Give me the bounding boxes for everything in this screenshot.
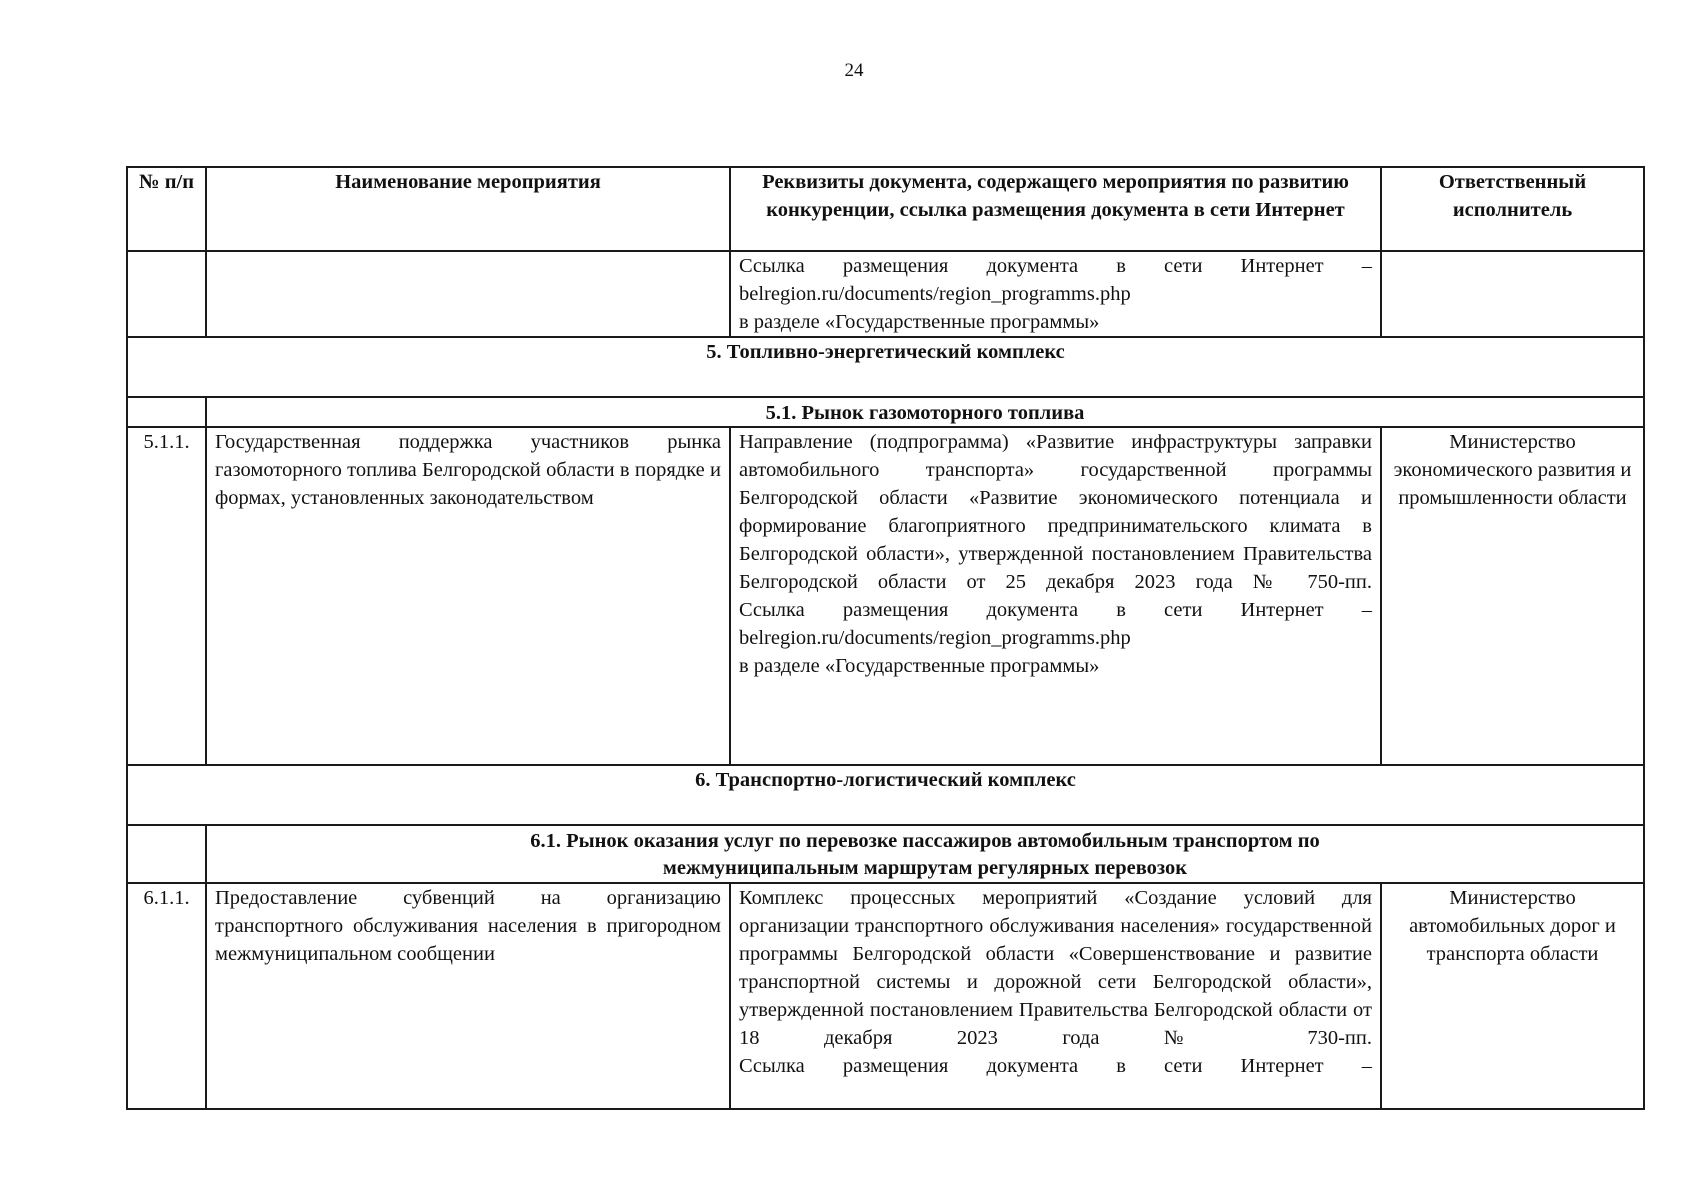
row-6-1-1-link-line: Ссылка размещения документа в сети Интернет –: [739, 1055, 1372, 1077]
subsection-5-1-num-cell: [127, 397, 206, 427]
row-6-1-1-requisites-cell: [730, 883, 1381, 1109]
continuation-num-cell: [127, 251, 206, 337]
header-requisites: Реквизиты документа, содержащего мероприятия по развитию конкуренции, ссылка размещения документа в сети Интернет: [730, 167, 1381, 251]
row-5-1-1-num: 5.1.1.: [127, 427, 206, 765]
requisites-link-line: Ссылка размещения документа в сети Интернет –: [739, 255, 1372, 277]
row-6-1-1-num: 6.1.1.: [127, 883, 206, 1109]
section-6-title: 6. Транспортно-логистический комплекс: [127, 765, 1644, 825]
subsection-5-1-title: 5.1. Рынок газомоторного топлива: [206, 397, 1644, 427]
table-header-row: [127, 167, 1644, 251]
row-5-1-1-name: Государственная поддержка участников рынка газомоторного топлива Белгородской области в порядке и формах, установленных законодательством: [206, 427, 730, 765]
section-5-row: [127, 337, 1644, 397]
header-responsible: Ответственный исполнитель: [1381, 167, 1644, 251]
header-num: № п/п: [127, 167, 206, 251]
subsection-6-1-row: [127, 825, 1644, 883]
row-6-1-1-name: Предоставление субвенций на организацию транспортного обслуживания населения в пригородном межмуниципальном сообщении: [206, 883, 730, 1109]
row-5-1-1-requisites-cell: [730, 427, 1381, 765]
subsection-6-1-num-cell: [127, 825, 206, 883]
continuation-responsible-cell: [1381, 251, 1644, 337]
continuation-row: [127, 251, 1644, 337]
requisites-section: в разделе «Государственные программы»: [739, 311, 1100, 333]
row-5-1-1-requisites: Направление (подпрограмма) «Развитие инфраструктуры заправки автомобильного транспорта» государственной программы Белгородской области «Развитие экономического потенциала и формирование благоприятного предпринимательского климата в Белгородской области», утвержденной постановлением Правительства Белгородской области от 25 декабря 2023 года № 750-пп.: [739, 431, 1372, 593]
section-6-row: [127, 765, 1644, 825]
row-5-1-1-responsible: Министерство экономического развития и промышленности области: [1381, 427, 1644, 765]
row-6-1-1-requisites: Комплекс процессных мероприятий «Создание условий для организации транспортного обслуживания населения» государственной программы Белгородской области «Совершенствование и развитие транспортной системы и дорожной сети Белгородской области», утвержденной постановлением Правительства Белгородской области от 18 декабря 2023 года № 730-пп.: [739, 887, 1372, 1049]
row-5-1-1-link-line: Ссылка размещения документа в сети Интернет –: [739, 599, 1372, 621]
section-5-title: 5. Топливно-энергетический комплекс: [127, 337, 1644, 397]
header-name: Наименование мероприятия: [206, 167, 730, 251]
row-6-1-1-responsible: Министерство автомобильных дорог и транспорта области: [1381, 883, 1644, 1109]
row-5-1-1-section-ref: в разделе «Государственные программы»: [739, 655, 1100, 677]
continuation-name-cell: [206, 251, 730, 337]
table-row-5-1-1: [127, 427, 1644, 765]
subsection-6-1-title: 6.1. Рынок оказания услуг по перевозке пассажиров автомобильным транспортом по межмуниципальным маршрутам регулярных перевозок: [206, 825, 1644, 883]
continuation-requisites-cell: [730, 251, 1381, 337]
row-5-1-1-url: belregion.ru/documents/region_programms.php: [739, 627, 1131, 649]
competition-measures-table: [126, 166, 1645, 1110]
page-number: 24: [844, 60, 864, 81]
table-row-6-1-1: [127, 883, 1644, 1109]
requisites-url: belregion.ru/documents/region_programms.php: [739, 283, 1131, 305]
subsection-5-1-row: [127, 397, 1644, 427]
